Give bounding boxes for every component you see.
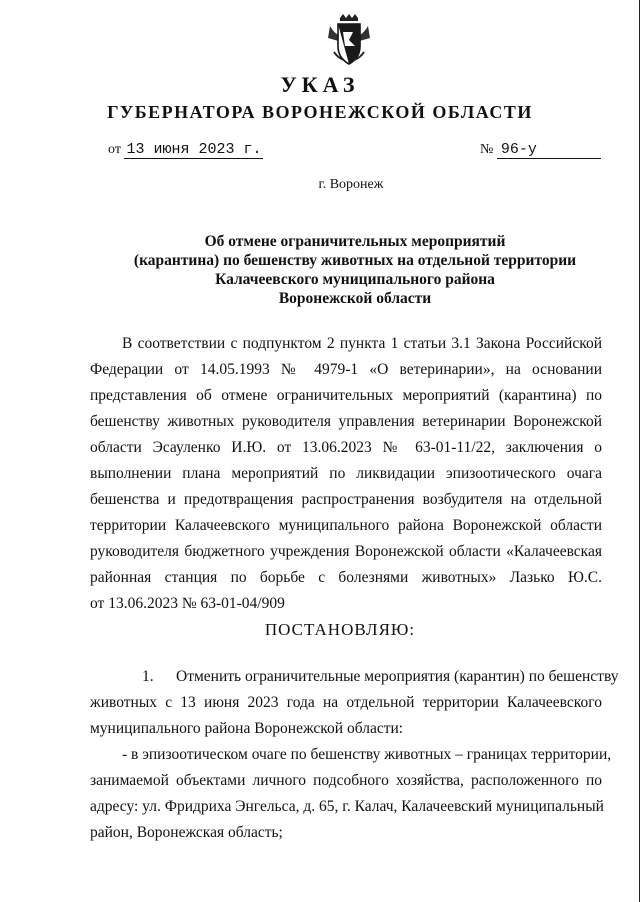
item-1-first-line: Отменить ограничительные мероприятия (карантин) по бешенству xyxy=(176,668,619,685)
document-date xyxy=(108,141,263,158)
number-prefix: № xyxy=(480,142,494,157)
preamble-line: руководителя бюджетного учреждения Воронежской области «Калачеевская xyxy=(90,543,602,560)
preamble-line: В соответствии с подпунктом 2 пункта 1 статьи 3.1 Закона Российской xyxy=(122,335,602,352)
item-number: 1. xyxy=(142,668,154,685)
document-number xyxy=(480,141,601,159)
subject-line: Воронежской области xyxy=(278,290,432,307)
subject-line: (карантина) по бешенству животных на отдельной территории xyxy=(133,252,577,269)
issuer-title: ГУБЕРНАТОРА ВОРОНЕЖСКОЙ ОБЛАСТИ xyxy=(107,102,533,122)
item-1-line: животных с 13 июня 2023 года на отдельной территории Калачеевского xyxy=(90,694,602,711)
document-type-title: УКАЗ xyxy=(280,72,360,97)
subitem-line: район, Воронежская область; xyxy=(90,824,283,841)
document-subject xyxy=(120,232,590,308)
subitem-line: адресу: ул. Фридриха Энгельса, д. 65, г. Калач, Калачеевский муниципальный xyxy=(90,798,604,815)
preamble-line: представления об отмене ограничительных мероприятий (карантина) по xyxy=(90,387,602,404)
date-value: 13 июня 2023 г. xyxy=(126,141,262,158)
preamble-line: бешенству животных руководителя управления ветеринарии Воронежской xyxy=(90,413,602,430)
subitem-line: - в эпизоотическом очаге по бешенству животных – границах территории, xyxy=(122,746,612,763)
preamble-line: Федерации от 14.05.1993 № 4979-1 «О ветеринарии», на основании xyxy=(90,361,602,378)
subject-line: Об отмене ограничительных мероприятий xyxy=(204,233,506,250)
preamble-line: бешенства и предотвращения распространения возбудителя на отдельной xyxy=(90,491,602,508)
number-value: 96-у xyxy=(497,141,601,159)
preamble-line: территории Калачеевского муниципального района Воронежской области xyxy=(90,517,602,534)
decree-word: ПОСТАНОВЛЯЮ: xyxy=(264,620,416,639)
date-prefix: от xyxy=(108,142,121,157)
voronezh-coat-of-arms-icon xyxy=(326,12,372,68)
city-of-issue: г. Воронеж xyxy=(318,177,384,192)
subject-line: Калачеевского муниципального района xyxy=(215,271,495,288)
preamble-line: выполнении плана мероприятий по ликвидации эпизоотического очага xyxy=(90,465,602,482)
preamble-line: районная станция по борьбе с болезнями животных» Лазько Ю.С. xyxy=(90,569,602,586)
item-1-line: муниципального района Воронежской области: xyxy=(90,720,404,737)
subitem-line: занимаемой объектами личного подсобного хозяйства, расположенного по xyxy=(90,772,602,789)
preamble-line: области Эсауленко И.Ю. от 13.06.2023 № 63-01-11/22, заключения о xyxy=(90,439,602,456)
preamble-line: от 13.06.2023 № 63-01-04/909 xyxy=(90,595,285,612)
